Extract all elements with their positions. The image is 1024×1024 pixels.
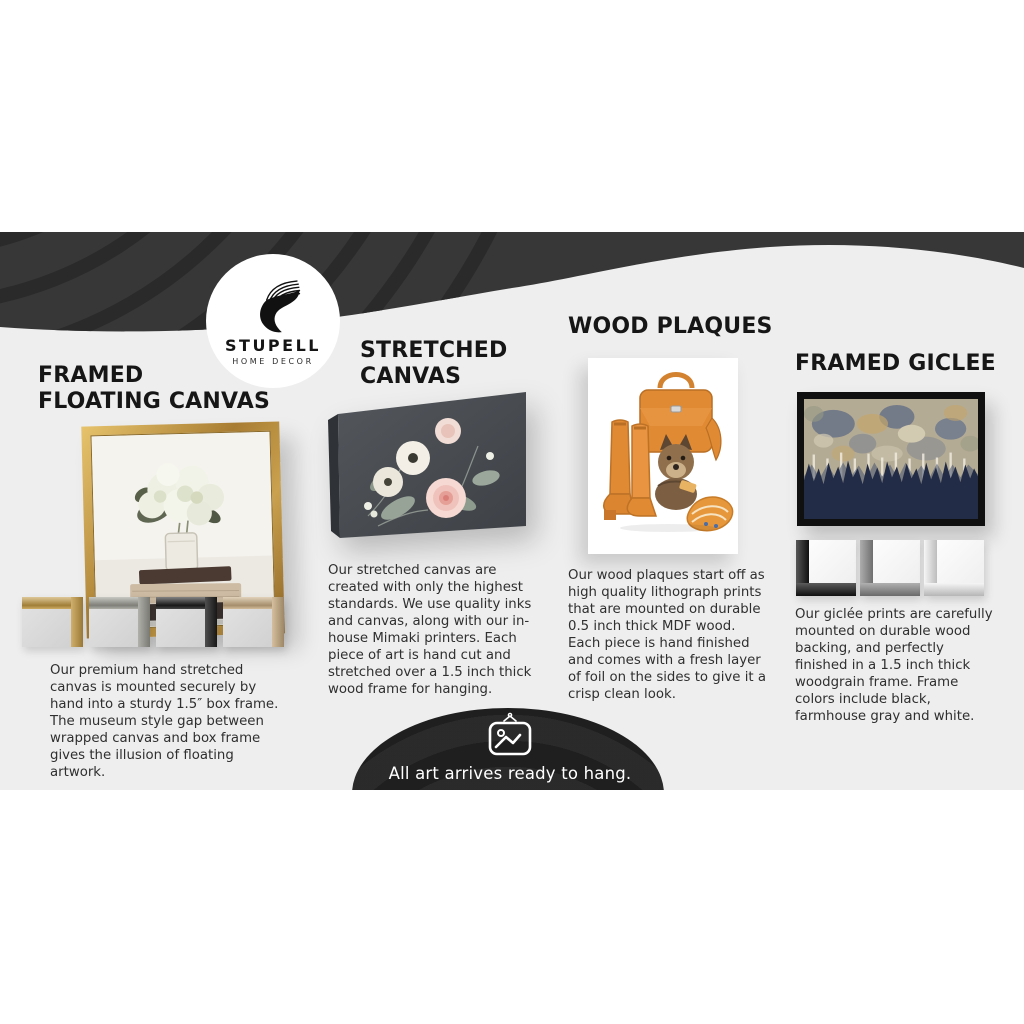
heading-line: FLOATING CANVAS	[38, 388, 271, 414]
wood-plaque-product-image	[588, 358, 738, 554]
frame-swatch-black	[796, 540, 856, 596]
frame-swatch-pewter	[89, 597, 150, 647]
stupell-logo	[206, 254, 340, 388]
framed-art-icon	[485, 712, 535, 758]
frame-swatch-gray	[860, 540, 920, 596]
abstract-giclee-artwork	[804, 399, 978, 519]
stupell-swirl-s-icon	[241, 276, 305, 334]
stretched-canvas-description: Our stretched canvas are created with only the highest standards. We use quality inks and canvas, along with our in-house Mimaki printers. Each piece of art is hand cut and stretched over a 1.5 inch thick wood frame for hanging.	[328, 563, 532, 698]
stretched-canvas-product-image	[328, 386, 528, 554]
swatch-frame-bar	[205, 597, 217, 647]
footer-banner	[330, 690, 690, 790]
orange-accessories-artwork	[588, 358, 738, 554]
floating-frame-color-options	[22, 597, 284, 647]
logo-brand-text: STUPELL	[225, 336, 321, 355]
heading-line: FRAMED	[38, 363, 144, 388]
framed-giclee-description: Our giclée prints are carefully mounted on durable wood backing, and perfectly finished in a 1.5 inch thick woodgrain frame. Frame colors include black, farmhouse gray and white.	[795, 607, 993, 725]
frame-swatch-black	[156, 597, 217, 647]
framed-giclee-product-image	[797, 392, 985, 526]
swatch-frame-bar	[796, 583, 856, 596]
heading-line: FRAMED GICLEE	[795, 351, 996, 376]
heading-line: STRETCHED	[360, 338, 508, 363]
heading-stretched-canvas	[360, 338, 507, 389]
floating-canvas-description: Our premium hand stretched canvas is mounted securely by hand into a sturdy 1.5″ box frame. The museum style gap between wrapped canvas and box frame gives the illusion of floating artwork.	[50, 663, 279, 781]
heading-line: WOOD PLAQUES	[568, 314, 773, 339]
swatch-frame-bar	[924, 583, 984, 596]
swatch-frame-bar	[138, 597, 150, 647]
frame-swatch-white	[924, 540, 984, 596]
dark-floral-artwork	[328, 386, 528, 554]
heading-line: CANVAS	[360, 363, 462, 389]
frame-swatch-gold	[22, 597, 83, 647]
swatch-frame-bar	[71, 597, 83, 647]
swatch-frame-bar	[860, 583, 920, 596]
swatch-frame-bar	[272, 597, 284, 647]
logo-tagline-text: HOME DECOR	[232, 357, 314, 366]
giclee-frame-color-options	[796, 540, 984, 596]
heading-wood-plaques	[568, 314, 773, 340]
wood-plaques-description: Our wood plaques start off as high quality lithograph prints that are mounted on durable 0.5 inch thick MDF wood. Each piece is hand finished and comes with a fresh layer of foil on the sides to give it a crisp clean look.	[568, 568, 766, 703]
frame-swatch-tan	[223, 597, 284, 647]
footer-message: All art arrives ready to hang.	[388, 764, 632, 783]
heading-framed-giclee	[795, 351, 996, 377]
